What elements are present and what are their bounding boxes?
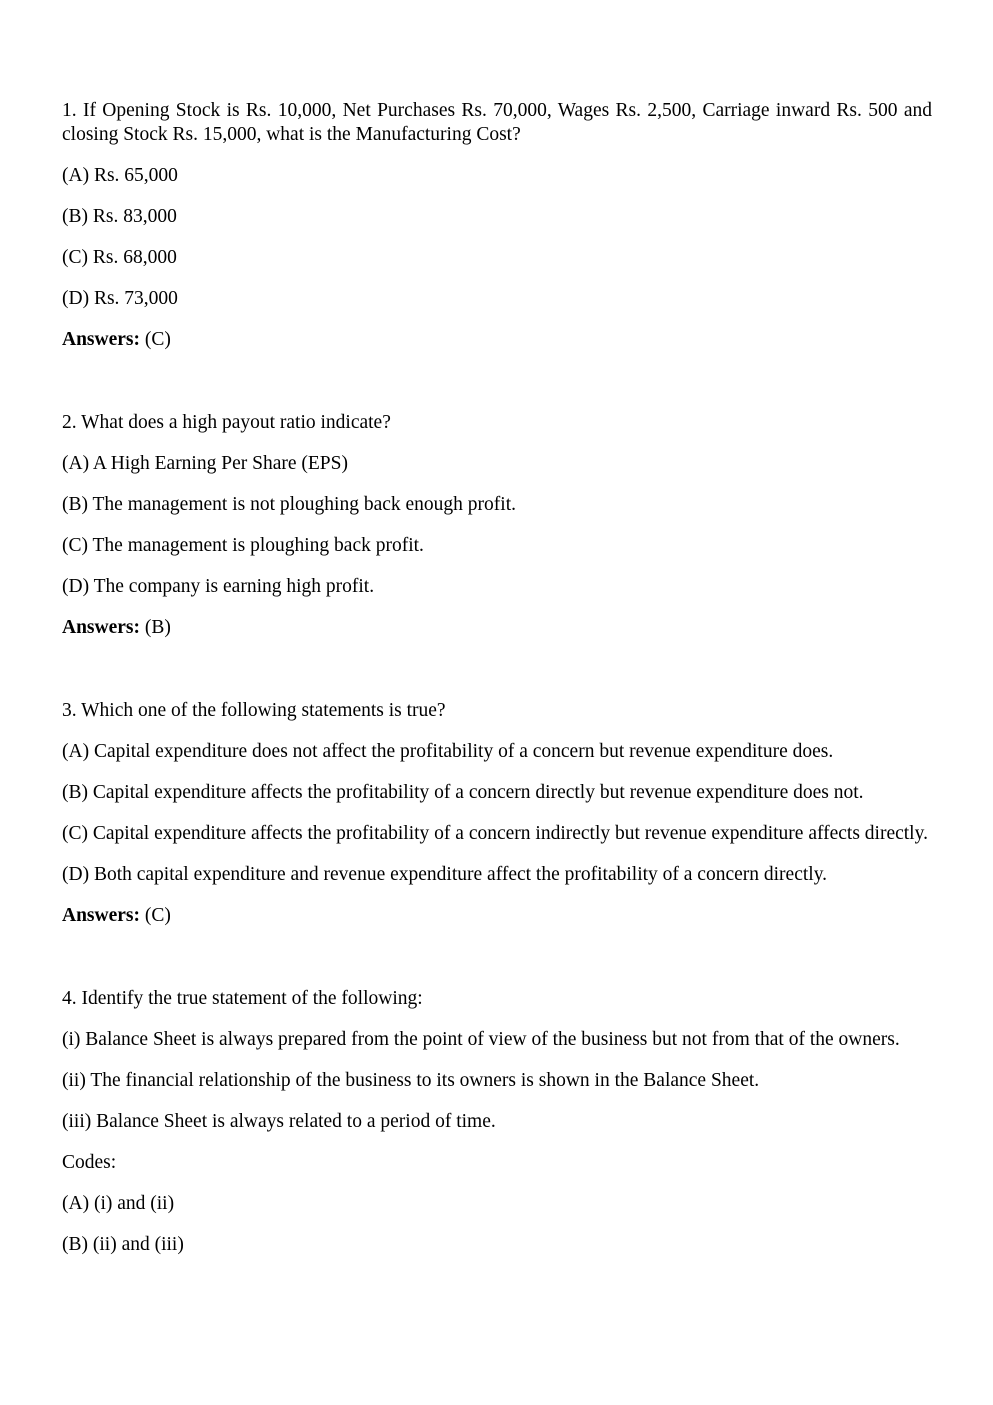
option-c: (C) Capital expenditure affects the profitability of a concern indirectly but revenue expenditure affects directly. [62,823,928,844]
answer-value: (C) [144,905,171,926]
option-a: (A) Rs. 65,000 [62,165,178,186]
option-b: (B) Capital expenditure affects the profitability of a concern directly but revenue expenditure does not. [62,782,864,803]
document-page [62,99,932,1274]
codes-label: Codes: [62,1152,117,1173]
option-d: (D) Both capital expenditure and revenue expenditure affect the profitability of a concern directly. [62,864,828,885]
answer-label: Answers: [62,905,140,926]
answer [62,328,932,352]
question-text: 1. If Opening Stock is Rs. 10,000, Net Purchases Rs. 70,000, Wages Rs. 2,500, Carriage inward Rs. 500 and closing Stock Rs. 15,000, what is the Manufacturing Cost? [62,100,932,145]
option-a: (A) (i) and (ii) [62,1193,175,1214]
question-3 [62,699,932,928]
answer [62,616,932,640]
statement-i: (i) Balance Sheet is always prepared from the point of view of the business but not from that of the owners. [62,1029,900,1050]
statement-iii: (iii) Balance Sheet is always related to a period of time. [62,1111,496,1132]
question-text: 3. Which one of the following statements is true? [62,700,446,721]
option-c: (C) The management is ploughing back profit. [62,535,424,556]
question-1 [62,99,932,352]
statement-ii: (ii) The financial relationship of the business to its owners is shown in the Balance Sheet. [62,1070,760,1091]
question-text: 4. Identify the true statement of the following: [62,988,423,1009]
question-4 [62,987,932,1257]
option-b: (B) Rs. 83,000 [62,206,177,227]
question-2 [62,411,932,640]
question-text: 2. What does a high payout ratio indicate? [62,412,391,433]
option-b: (B) The management is not ploughing back enough profit. [62,494,517,515]
option-c: (C) Rs. 68,000 [62,247,177,268]
answer-label: Answers: [62,617,140,638]
option-d: (D) Rs. 73,000 [62,288,178,309]
option-d: (D) The company is earning high profit. [62,576,375,597]
answer-label: Answers: [62,329,140,350]
answer-value: (C) [144,329,171,350]
answer [62,904,932,928]
option-b: (B) (ii) and (iii) [62,1234,184,1255]
answer-value: (B) [144,617,171,638]
option-a: (A) A High Earning Per Share (EPS) [62,453,348,474]
option-a: (A) Capital expenditure does not affect the profitability of a concern but revenue expenditure does. [62,741,834,762]
